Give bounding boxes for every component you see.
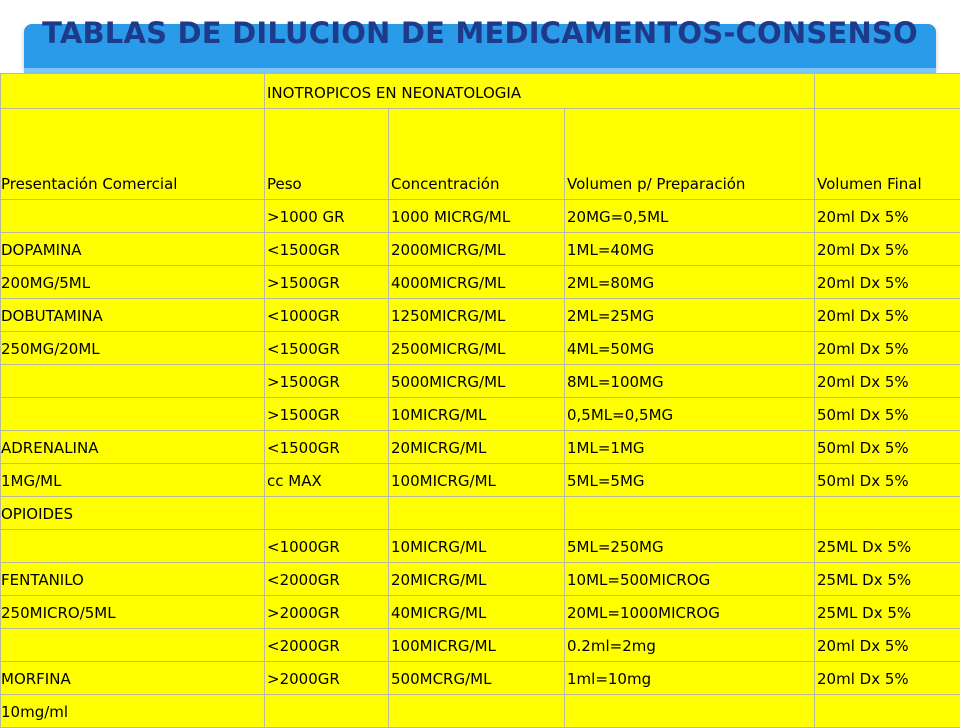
table-cell: <1500GR [265, 233, 389, 266]
table-cell: <2000GR [265, 563, 389, 596]
table-row [1, 266, 960, 299]
table-cell: 20ml Dx 5% [815, 200, 960, 233]
table-cell [389, 497, 565, 530]
table-cell: 100MICRG/ML [389, 629, 565, 662]
table-cell: 20MG=0,5ML [565, 200, 815, 233]
table-cell: <1000GR [265, 530, 389, 563]
table-cell: 20ml Dx 5% [815, 365, 960, 398]
table-cell: 4ML=50MG [565, 332, 815, 365]
table-cell [1, 629, 265, 662]
page-title: TABLAS DE DILUCION DE MEDICAMENTOS-CONSENSO [24, 10, 936, 56]
table-cell: 0.2ml=2mg [565, 629, 815, 662]
table-cell: 1ml=10mg [565, 662, 815, 695]
table-cell: 20MICRG/ML [389, 431, 565, 464]
table-cell: <1500GR [265, 431, 389, 464]
table-cell: 20ml Dx 5% [815, 332, 960, 365]
table-cell: 1MG/ML [1, 464, 265, 497]
table-cell: 2ML=25MG [565, 299, 815, 332]
table-cell: 5ML=5MG [565, 464, 815, 497]
column-header: Volumen Final [815, 109, 960, 200]
table-cell: 5ML=250MG [565, 530, 815, 563]
table-cell: 10MICRG/ML [389, 530, 565, 563]
table-cell: cc MAX [265, 464, 389, 497]
table-cell [815, 497, 960, 530]
table-cell: 250MICRO/5ML [1, 596, 265, 629]
table-title-row [1, 74, 960, 109]
column-header: Volumen p/ Preparación [565, 109, 815, 200]
table-cell: 10MICRG/ML [389, 398, 565, 431]
table-cell: 50ml Dx 5% [815, 464, 960, 497]
table-row [1, 530, 960, 563]
column-header: Presentación Comercial [1, 109, 265, 200]
table-cell: 8ML=100MG [565, 365, 815, 398]
table-cell [815, 74, 960, 109]
table-row [1, 365, 960, 398]
table-row [1, 299, 960, 332]
table-header-row [1, 109, 960, 200]
table-cell: MORFINA [1, 662, 265, 695]
table-cell [815, 695, 960, 728]
column-header: Concentración [389, 109, 565, 200]
table-cell: ADRENALINA [1, 431, 265, 464]
table-cell: 500MCRG/ML [389, 662, 565, 695]
table-cell: >1500GR [265, 365, 389, 398]
table-cell: 20ml Dx 5% [815, 629, 960, 662]
table-cell: >2000GR [265, 596, 389, 629]
table-row [1, 332, 960, 365]
table-row [1, 233, 960, 266]
table-cell [265, 695, 389, 728]
table-row [1, 431, 960, 464]
table-row [1, 398, 960, 431]
table-cell: 10ML=500MICROG [565, 563, 815, 596]
table-cell: 0,5ML=0,5MG [565, 398, 815, 431]
table-cell: DOBUTAMINA [1, 299, 265, 332]
table-cell [1, 200, 265, 233]
table-cell [389, 695, 565, 728]
table-row [1, 662, 960, 695]
table-cell: 50ml Dx 5% [815, 398, 960, 431]
table-cell: 20ml Dx 5% [815, 299, 960, 332]
table-row [1, 596, 960, 629]
table-cell: >1500GR [265, 398, 389, 431]
table-cell [1, 74, 265, 109]
table-cell: 200MG/5ML [1, 266, 265, 299]
table-cell [1, 365, 265, 398]
table-cell: 25ML Dx 5% [815, 596, 960, 629]
table-cell: 20ML=1000MICROG [565, 596, 815, 629]
table-cell: 100MICRG/ML [389, 464, 565, 497]
table-cell: 1000 MICRG/ML [389, 200, 565, 233]
table-cell: 1ML=1MG [565, 431, 815, 464]
table-cell: >1000 GR [265, 200, 389, 233]
table-cell: 50ml Dx 5% [815, 431, 960, 464]
table-cell: 4000MICRG/ML [389, 266, 565, 299]
table-cell [265, 497, 389, 530]
table-cell: <2000GR [265, 629, 389, 662]
table-cell: 20ml Dx 5% [815, 662, 960, 695]
table-cell: 2500MICRG/ML [389, 332, 565, 365]
table-cell: FENTANILO [1, 563, 265, 596]
table-cell [565, 695, 815, 728]
table-cell: >2000GR [265, 662, 389, 695]
table-cell: <1000GR [265, 299, 389, 332]
table-row [1, 464, 960, 497]
table-cell: 1250MICRG/ML [389, 299, 565, 332]
table-cell: 250MG/20ML [1, 332, 265, 365]
table-cell: 25ML Dx 5% [815, 563, 960, 596]
table-cell: 40MICRG/ML [389, 596, 565, 629]
table-cell: OPIOIDES [1, 497, 265, 530]
table-row [1, 629, 960, 662]
table-cell: 20MICRG/ML [389, 563, 565, 596]
table-row [1, 695, 960, 728]
table-cell: 10mg/ml [1, 695, 265, 728]
table-cell: <1500GR [265, 332, 389, 365]
table-section-title: INOTROPICOS EN NEONATOLOGIA [265, 74, 815, 109]
table-row [1, 497, 960, 530]
table-cell [565, 497, 815, 530]
table-cell: 1ML=40MG [565, 233, 815, 266]
table-cell [1, 398, 265, 431]
table-cell: 2000MICRG/ML [389, 233, 565, 266]
dilution-table [0, 73, 960, 728]
table-cell [1, 530, 265, 563]
table-row [1, 563, 960, 596]
table-cell: 20ml Dx 5% [815, 266, 960, 299]
table-row [1, 200, 960, 233]
table-cell: 5000MICRG/ML [389, 365, 565, 398]
table-cell: 2ML=80MG [565, 266, 815, 299]
table-cell: DOPAMINA [1, 233, 265, 266]
column-header: Peso [265, 109, 389, 200]
table-cell: >1500GR [265, 266, 389, 299]
table-cell: 20ml Dx 5% [815, 233, 960, 266]
table-cell: 25ML Dx 5% [815, 530, 960, 563]
